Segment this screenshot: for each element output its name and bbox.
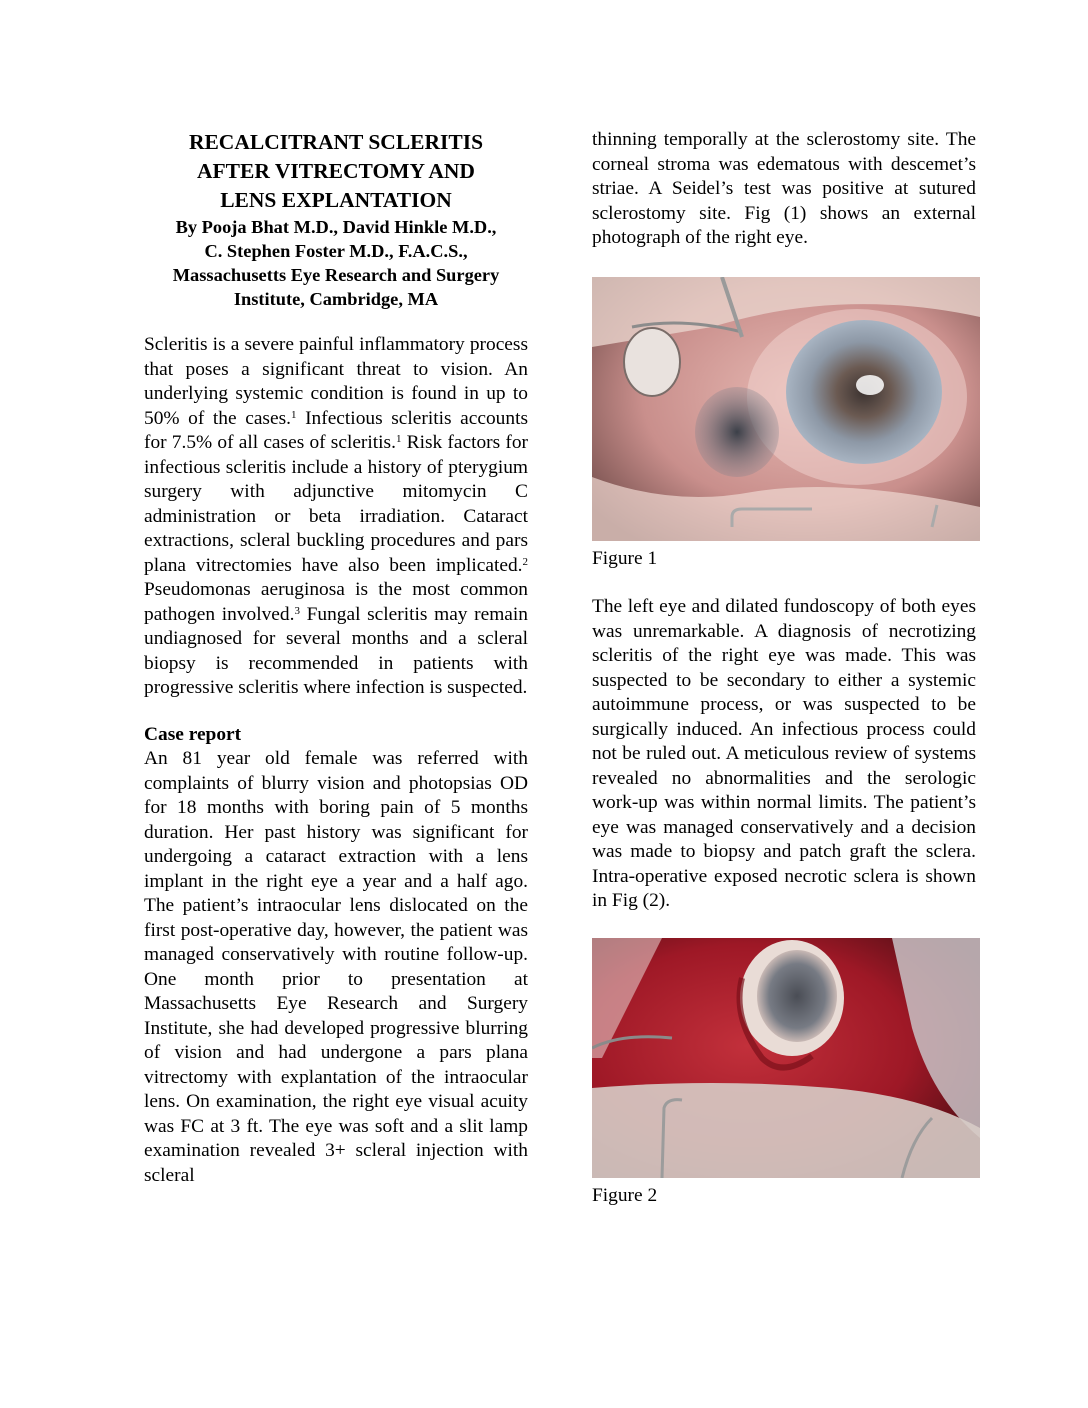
byline-line: By Pooja Bhat M.D., David Hinkle M.D., bbox=[175, 217, 497, 237]
surgical-necrotic-sclera-photo bbox=[592, 938, 980, 1178]
reference-marker: 1 bbox=[290, 408, 297, 421]
title-line: AFTER VITRECTOMY AND bbox=[197, 159, 475, 183]
left-column bbox=[144, 128, 528, 1188]
intro-text: Infectious scleritis accounts for 7.5% of all cases of scleritis. bbox=[144, 407, 529, 453]
figure-2-photo bbox=[592, 938, 980, 1178]
continued-paragraph: thinning temporally at the sclerostomy site. The corneal stroma was edematous with descemet’s striae. A Seidel’s test was positive at sutured sclerostomy site. Fig (1) shows an external photograph of the right eye. bbox=[592, 129, 976, 248]
title-line: LENS EXPLANTATION bbox=[220, 188, 452, 212]
eye-external-photo bbox=[592, 277, 980, 541]
case-report-paragraph: An 81 year old female was referred with complaints of blurry vision and photopsias OD for 18 months with boring pain of 5 months duration. Her past history was significant for undergoing a cataract extraction with a lens implant in the right eye a year and a half ago. The patient’s intraocular lens dislocated on the first post-operative day, however, the patient was managed conservatively with routine follow-up. One month prior to presentation at Massachusetts Eye Research and Surgery Institute, she had developed progressive blurring of vision and had undergone a pars plana vitrectomy with explantation of the intraocular lens. On examination, the right eye visual acuity was FC at 3 ft. The eye was soft and a slit lamp examination revealed 3+ scleral injection with scleral bbox=[144, 748, 528, 1186]
reference-marker: 2 bbox=[522, 555, 528, 568]
byline-line: C. Stephen Foster M.D., F.A.C.S., bbox=[204, 241, 468, 261]
figure-2-caption: Figure 2 bbox=[592, 1184, 658, 1206]
right-column bbox=[592, 128, 976, 1208]
intro-text: Risk factors for infectious scleritis include a history of pterygium surgery with adjunctive mitomycin C administration or beta irradiation. Cataract extractions, scleral buckling procedures and pars plana vitrectomies have also been implicated. bbox=[144, 432, 528, 576]
figure-1-photo bbox=[592, 277, 980, 541]
reference-marker: 3 bbox=[294, 604, 300, 617]
diagnosis-paragraph: The left eye and dilated fundoscopy of both eyes was unremarkable. A diagnosis of necrotizing scleritis of the right eye was made. This was suspected to be secondary to either a systemic autoimmune process, or was suspected to be surgically induced. An infectious process could not be ruled out. A meticulous review of systems revealed no abnormalities and the serologic work-up was within normal limits. The patient’s eye was managed conservatively and a decision was made to biopsy and patch graft the sclera. Intra-operative exposed necrotic sclera is shown in Fig (2). bbox=[592, 596, 976, 911]
intro-text: Scleritis is a severe painful inflammatory process that poses a significant threat to vision. An underlying systemic condition is found in up to 50% of the cases. bbox=[144, 334, 528, 429]
byline-line: Massachusetts Eye Research and Surgery bbox=[172, 265, 500, 285]
intro-text: Pseudomonas aeruginosa is the most common pathogen involved. bbox=[144, 579, 528, 625]
case-report-heading: Case report bbox=[144, 723, 242, 745]
intro-text: Fungal scleritis may remain undiagnosed for several months and a scleral biopsy is recommended in patients with progressive scleritis where infection is suspected. bbox=[144, 603, 528, 698]
article-title bbox=[144, 128, 528, 215]
reference-marker: 1 bbox=[395, 433, 402, 445]
author-byline bbox=[144, 215, 528, 311]
figure-1-caption: Figure 1 bbox=[592, 547, 658, 569]
title-line: RECALCITRANT SCLERITIS bbox=[188, 130, 484, 154]
intro-paragraph bbox=[144, 333, 528, 701]
byline-line: Institute, Cambridge, MA bbox=[233, 289, 439, 309]
